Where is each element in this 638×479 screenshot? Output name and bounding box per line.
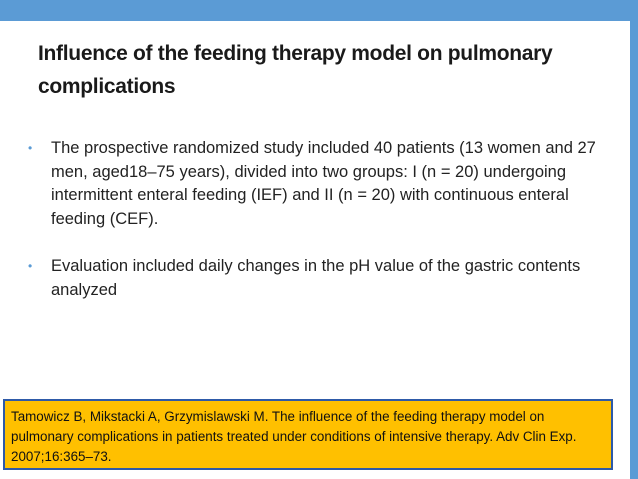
- bullet-text: The prospective randomized study included 40 patients (13 women and 27 men, aged18–75 years), divided into two groups: I (n = 20) undergoing intermittent enteral feeding (IEF) and II (n = 20) with continuous enteral feeding (CEF).: [51, 139, 596, 228]
- bullet-text: Evaluation included daily changes in the pH value of the gastric contents analyzed: [51, 257, 581, 299]
- bullet-list: [28, 137, 598, 302]
- bullet-marker: •: [28, 141, 33, 155]
- bullet-item: [28, 137, 598, 231]
- bullet-item: [28, 255, 598, 302]
- slide-title: Influence of the feeding therapy model on pulmonary complications: [38, 42, 553, 98]
- citation-box: Tamowicz B, Mikstacki A, Grzymislawski M. The influence of the feeding therapy model on pulmonary complications in patients treated under conditions of intensive therapy. Adv Clin Exp. 2007;16:365–73.: [3, 399, 613, 470]
- bullet-marker: •: [28, 259, 33, 273]
- top-accent-bar: [0, 0, 638, 21]
- right-accent-bar: [630, 21, 638, 479]
